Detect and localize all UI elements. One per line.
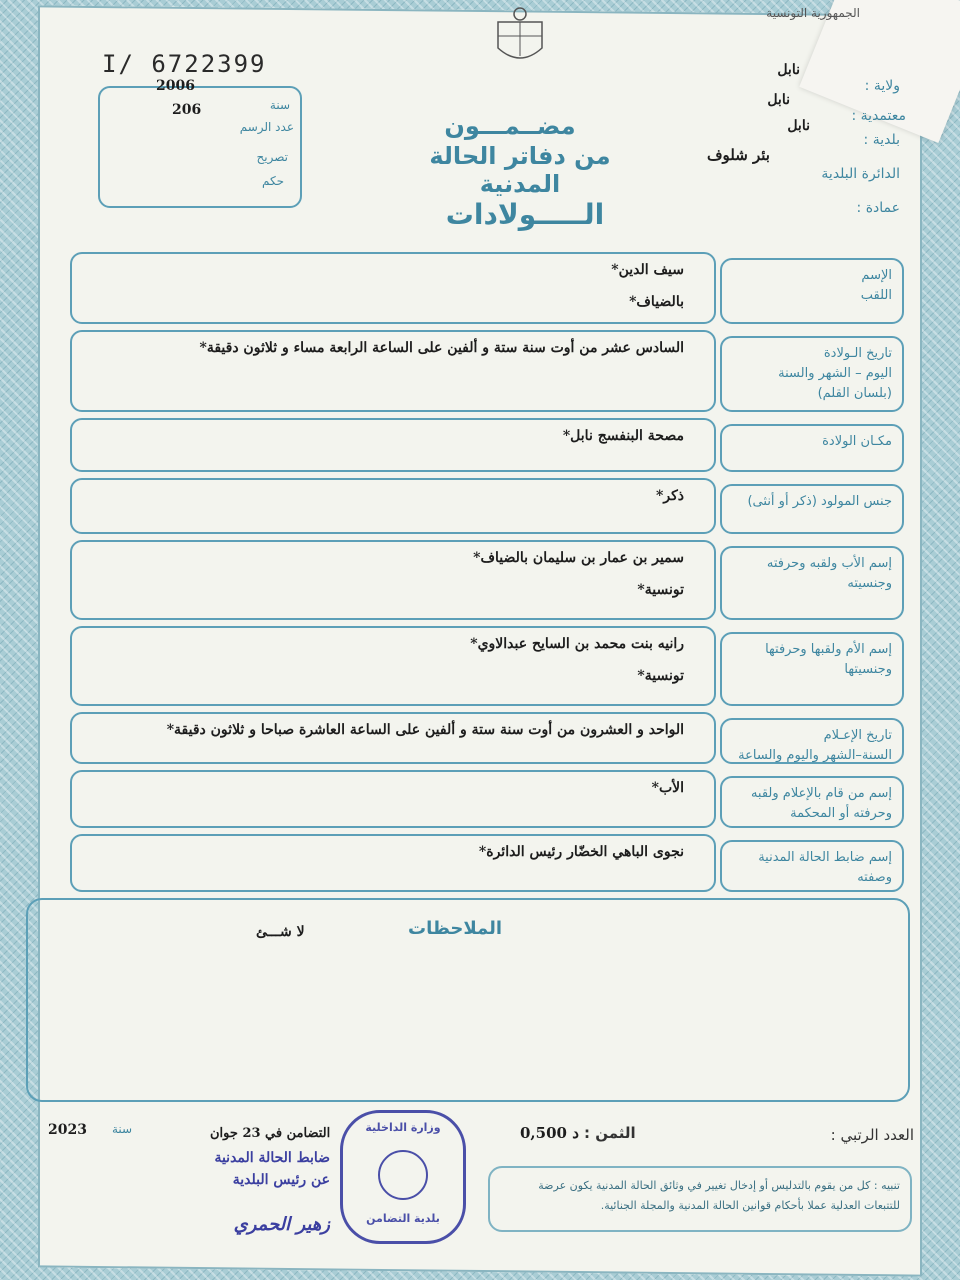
field-label-box bbox=[720, 632, 904, 706]
field-label: تاريخ الإعـلام السنة–الشهر واليوم والساعة bbox=[738, 728, 892, 763]
judgment-label: حكم bbox=[261, 174, 284, 188]
field-value-box bbox=[70, 330, 716, 412]
field-value: الأب* bbox=[651, 780, 684, 796]
baladia-value: نابل bbox=[787, 118, 810, 134]
stamp-emblem-icon bbox=[378, 1150, 428, 1200]
field-label-box bbox=[720, 258, 904, 324]
field-label: مكـان الولادة bbox=[822, 434, 892, 449]
field-label-box bbox=[720, 336, 904, 412]
field-value-box bbox=[70, 834, 716, 892]
municipal-stamp bbox=[340, 1110, 466, 1244]
field-label: إسم الأم ولقبها وحرفتها وجنسيتها bbox=[765, 642, 892, 677]
field-value: سمير بن عمار بن سليمان بالضياف* bbox=[473, 550, 684, 566]
register-year-label: سنة bbox=[269, 98, 290, 112]
field-value: السادس عشر من أوت سنة ستة و ألفين على الساعة الرابعة مساء و ثلاثون دقيقة* bbox=[199, 340, 684, 356]
officer-org: عن رئيس البلدية bbox=[232, 1172, 330, 1188]
field-label-box bbox=[720, 718, 904, 764]
field-value: تونسية* bbox=[637, 582, 684, 598]
field-value: الواحد و العشرون من أوت سنة ستة و ألفين على الساعة العاشرة صباحا و ثلاثون دقيقة* bbox=[166, 722, 684, 738]
section-title: الـــــولادات bbox=[445, 198, 605, 231]
daira-label: الدائرة البلدية bbox=[821, 166, 900, 182]
price-label: الثمن : bbox=[584, 1124, 636, 1142]
field-value-box bbox=[70, 252, 716, 324]
officer-name: زهير الحمري bbox=[233, 1214, 330, 1235]
field-label: الإسم اللقب bbox=[860, 268, 892, 303]
register-number-label: عدد الرسم bbox=[239, 120, 294, 134]
wilaya-value: نابل bbox=[777, 62, 800, 78]
stamp-bottom-text: بلدية التضامن bbox=[366, 1212, 440, 1225]
field-value-box bbox=[70, 540, 716, 620]
title-line1: مضــمـــون bbox=[444, 112, 576, 140]
register-year-value: 2006 bbox=[156, 78, 195, 94]
field-value-box bbox=[70, 478, 716, 534]
year-label: سنة bbox=[112, 1122, 133, 1136]
register-box bbox=[98, 78, 302, 208]
field-label-box bbox=[720, 424, 904, 472]
republic-heading: الجمهورية التونسية bbox=[766, 6, 860, 20]
field-label: جنس المولود (ذكر أو أنثى) bbox=[747, 494, 892, 509]
register-number-value: 206 bbox=[172, 102, 202, 118]
remarks-box bbox=[26, 898, 910, 1102]
field-value-box bbox=[70, 626, 716, 706]
omada-label: عمادة : bbox=[856, 200, 900, 216]
field-value: رانيه بنت محمد بن السايح عبدالاوي* bbox=[470, 636, 684, 652]
field-value: نجوى الباهي الخضّار رئيس الدائرة* bbox=[478, 844, 684, 860]
serial-number: I/ 6722399 bbox=[102, 50, 267, 78]
field-value: تونسية* bbox=[637, 668, 684, 684]
moutamadia-label: معتمدية : bbox=[851, 108, 906, 124]
declaration-label: تصريح bbox=[256, 150, 288, 164]
daira-value: بئر شلوف bbox=[706, 146, 770, 164]
moutamadia-value: نابل bbox=[767, 92, 790, 108]
stamp-top-text: وزارة الداخلية bbox=[365, 1121, 441, 1134]
field-value-box bbox=[70, 770, 716, 828]
field-value: سيف الدين* bbox=[611, 262, 684, 278]
field-value: بالضياف* bbox=[629, 294, 684, 310]
officer-title: ضابط الحالة المدنية bbox=[214, 1150, 330, 1166]
serial-number-label: العدد الرتبي : bbox=[830, 1126, 914, 1144]
field-value-box bbox=[70, 418, 716, 472]
place-date: التضامن في 23 جوان bbox=[210, 1126, 331, 1141]
field-label-box bbox=[720, 776, 904, 828]
field-label-box bbox=[720, 546, 904, 620]
field-label-box bbox=[720, 484, 904, 534]
baladia-label: بلدية : bbox=[863, 132, 900, 148]
officer-signature-block bbox=[140, 1150, 330, 1235]
wilaya-label: ولاية : bbox=[864, 78, 900, 94]
warning-text: تنبيه : كل من يقوم بالتدليس أو إدخال تغيير في وثائق الحالة المدنية يكون عرضة للتتبعات العدلية عملا بأحكام قوانين الحالة المدنية والمجلة الجنائية. bbox=[538, 1179, 900, 1212]
field-label: تاريخ الـولادة اليوم – الشهر والسنة (بلسان القلم) bbox=[778, 346, 892, 401]
field-label: إسم ضابط الحالة المدنية وصفته bbox=[758, 850, 892, 885]
coat-of-arms-icon bbox=[480, 4, 560, 68]
field-label: إسم الأب ولقبه وحرفته وجنسيته bbox=[766, 556, 892, 591]
field-value-box bbox=[70, 712, 716, 764]
title-line2: من دفاتر الحالة المدنية bbox=[429, 142, 611, 198]
field-label-box bbox=[720, 840, 904, 892]
field-value: مصحة البنفسج نابل* bbox=[562, 428, 684, 444]
remarks-label: الملاحظات bbox=[408, 918, 503, 939]
year-value: 2023 bbox=[48, 1122, 87, 1138]
field-label: إسم من قام بالإعلام ولقبه وحرفته أو المحكمة bbox=[750, 786, 892, 821]
price-value: 0,500 د bbox=[520, 1124, 579, 1142]
field-value: ذكر* bbox=[656, 488, 684, 504]
remarks-value: لا شـــئ bbox=[256, 924, 305, 940]
warning-box bbox=[488, 1166, 912, 1232]
